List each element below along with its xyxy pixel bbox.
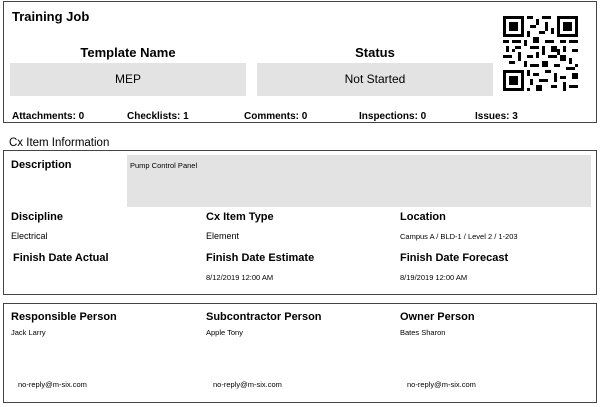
finish-estimate-value: 8/12/2019 12:00 AM bbox=[206, 273, 274, 282]
location-value: Campus A / BLD-1 / Level 2 / 1-203 bbox=[400, 232, 518, 241]
checklists-count: Checklists: 1 bbox=[127, 111, 189, 122]
issues-count: Issues: 3 bbox=[475, 111, 518, 122]
attachments-count: Attachments: 0 bbox=[12, 111, 85, 122]
comments-count: Comments: 0 bbox=[244, 111, 308, 122]
responsible-person-label: Responsible Person bbox=[11, 311, 117, 323]
subcontractor-person-email: no-reply@m-six.com bbox=[213, 380, 282, 389]
job-title: Training Job bbox=[12, 9, 90, 24]
subcontractor-person-label: Subcontractor Person bbox=[206, 311, 322, 323]
template-name-value: MEP bbox=[10, 63, 246, 96]
owner-person-email: no-reply@m-six.com bbox=[407, 380, 476, 389]
status-label: Status bbox=[355, 45, 395, 60]
status-value: Not Started bbox=[257, 63, 493, 96]
item-type-value: Element bbox=[206, 231, 240, 241]
item-type-label: Cx Item Type bbox=[206, 211, 274, 223]
section-title-cx-item: Cx Item Information bbox=[9, 137, 110, 149]
discipline-value: Electrical bbox=[11, 231, 48, 241]
template-name-label: Template Name bbox=[80, 45, 176, 60]
description-label: Description bbox=[11, 159, 72, 171]
responsible-person-name: Jack Larry bbox=[11, 328, 46, 337]
finish-forecast-value: 8/19/2019 12:00 AM bbox=[400, 273, 468, 282]
owner-person-name: Bates Sharon bbox=[400, 328, 446, 337]
finish-actual-label: Finish Date Actual bbox=[13, 252, 109, 264]
finish-estimate-label: Finish Date Estimate bbox=[206, 252, 315, 264]
discipline-label: Discipline bbox=[11, 211, 63, 223]
qr-code-icon bbox=[503, 16, 578, 91]
owner-person-label: Owner Person bbox=[400, 311, 475, 323]
location-label: Location bbox=[400, 211, 446, 223]
subcontractor-person-name: Apple Tony bbox=[206, 328, 243, 337]
description-value: Pump Control Panel bbox=[127, 155, 591, 207]
responsible-person-email: no-reply@m-six.com bbox=[18, 380, 87, 389]
finish-forecast-label: Finish Date Forecast bbox=[400, 252, 509, 264]
inspections-count: Inspections: 0 bbox=[359, 111, 427, 122]
